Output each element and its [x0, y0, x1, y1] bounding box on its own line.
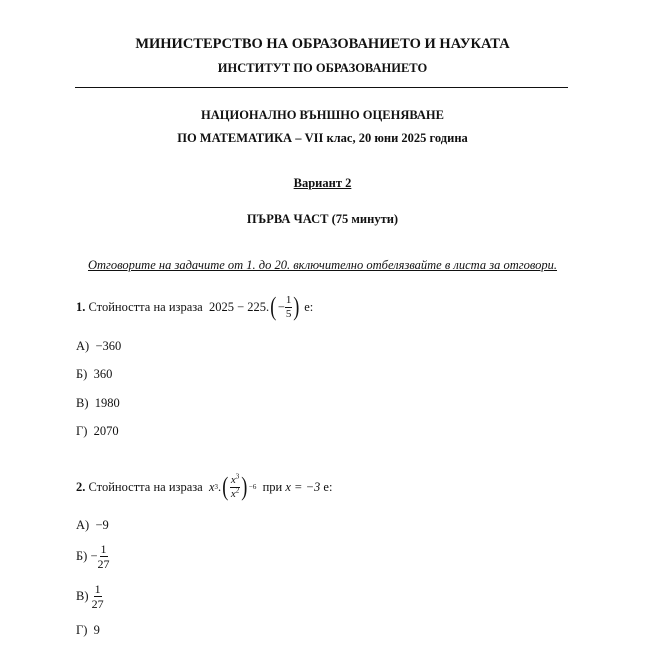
- left-paren: (: [270, 292, 277, 321]
- option-value: 1980: [94, 396, 120, 410]
- ministry-title: МИНИСТЕРСТВО НА ОБРАЗОВАНИЕТО И НАУКАТА: [135, 36, 510, 52]
- q1-option-c[interactable]: [76, 396, 120, 411]
- option-value: 2070: [93, 424, 119, 438]
- fraction-numerator: 1: [285, 293, 292, 306]
- question-1-sign: −: [277, 299, 285, 314]
- option-fraction: [98, 543, 110, 570]
- q1-option-a[interactable]: [76, 339, 121, 354]
- question-2-when: при: [262, 479, 283, 494]
- exam-title-line2: ПО МАТЕМАТИКА – VII клас, 20 юни 2025 година: [177, 131, 468, 145]
- question-1-number: 1.: [76, 299, 86, 314]
- fraction-numerator: 1: [94, 582, 101, 596]
- instruction-text: Отговорите на задачите от 1. до 20. включително отбелязвайте в листа за отговори.: [87, 258, 558, 272]
- question-1-fraction: [285, 295, 293, 320]
- numerator-exp: 3: [235, 471, 240, 480]
- option-value: 9: [93, 623, 100, 637]
- institute-title: ИНСТИТУТ ПО ОБРАЗОВАНИЕТО: [217, 61, 428, 75]
- option-value: 360: [93, 367, 113, 381]
- fraction-denominator: [230, 485, 240, 500]
- question-2-text: Стойността на израза: [88, 479, 203, 494]
- denominator-base: x: [230, 487, 236, 500]
- question-2-condition: x = −3: [285, 479, 321, 494]
- expr-base: x: [208, 479, 215, 494]
- fraction-numerator: 1: [100, 542, 107, 556]
- option-label: Б): [76, 367, 88, 381]
- option-label: Б): [76, 549, 88, 563]
- option-label: В): [76, 396, 89, 410]
- right-paren: ): [241, 472, 248, 501]
- question-1-expr-prefix: 2025 − 225.: [208, 299, 270, 314]
- option-value: −360: [95, 339, 122, 353]
- q2-option-d[interactable]: [76, 623, 100, 638]
- question-1: [76, 294, 313, 320]
- q1-option-d[interactable]: [76, 424, 119, 439]
- question-2-fraction: [230, 471, 240, 500]
- question-2-number: 2.: [76, 479, 86, 494]
- question-2-suffix: е:: [323, 479, 333, 494]
- q2-option-c[interactable]: [76, 583, 104, 610]
- variant-label: Вариант 2: [293, 176, 352, 190]
- question-1-suffix: е:: [304, 299, 314, 314]
- part-label: ПЪРВА ЧАСТ (75 минути): [246, 212, 399, 226]
- exam-title-line1: НАЦИОНАЛНО ВЪНШНО ОЦЕНЯВАНЕ: [201, 108, 444, 122]
- fraction-denominator: 27: [97, 557, 110, 571]
- right-paren: ): [293, 292, 300, 321]
- numerator-base: x: [230, 473, 236, 486]
- option-sign: −: [90, 549, 98, 563]
- question-1-text: Стойността на израза: [88, 299, 203, 314]
- q1-option-b[interactable]: [76, 367, 112, 382]
- fraction-denominator: 27: [91, 597, 104, 611]
- q2-option-a[interactable]: [76, 518, 109, 533]
- header-divider: [75, 87, 568, 88]
- option-fraction: [92, 583, 104, 610]
- option-label: Г): [76, 623, 88, 637]
- q2-option-b[interactable]: [76, 543, 110, 570]
- option-label: А): [76, 518, 90, 532]
- option-label: А): [76, 339, 90, 353]
- fraction-denominator: 5: [285, 307, 292, 320]
- denominator-exp: 2: [235, 485, 240, 494]
- option-value: −9: [95, 518, 109, 532]
- option-label: В): [76, 589, 89, 603]
- option-label: Г): [76, 424, 88, 438]
- left-paren: (: [222, 472, 229, 501]
- question-2: 2. Стойността на израза x 3 . ( $\frac{x^3}{x^2}$ ) −6 при x = −3 е:: [76, 471, 333, 501]
